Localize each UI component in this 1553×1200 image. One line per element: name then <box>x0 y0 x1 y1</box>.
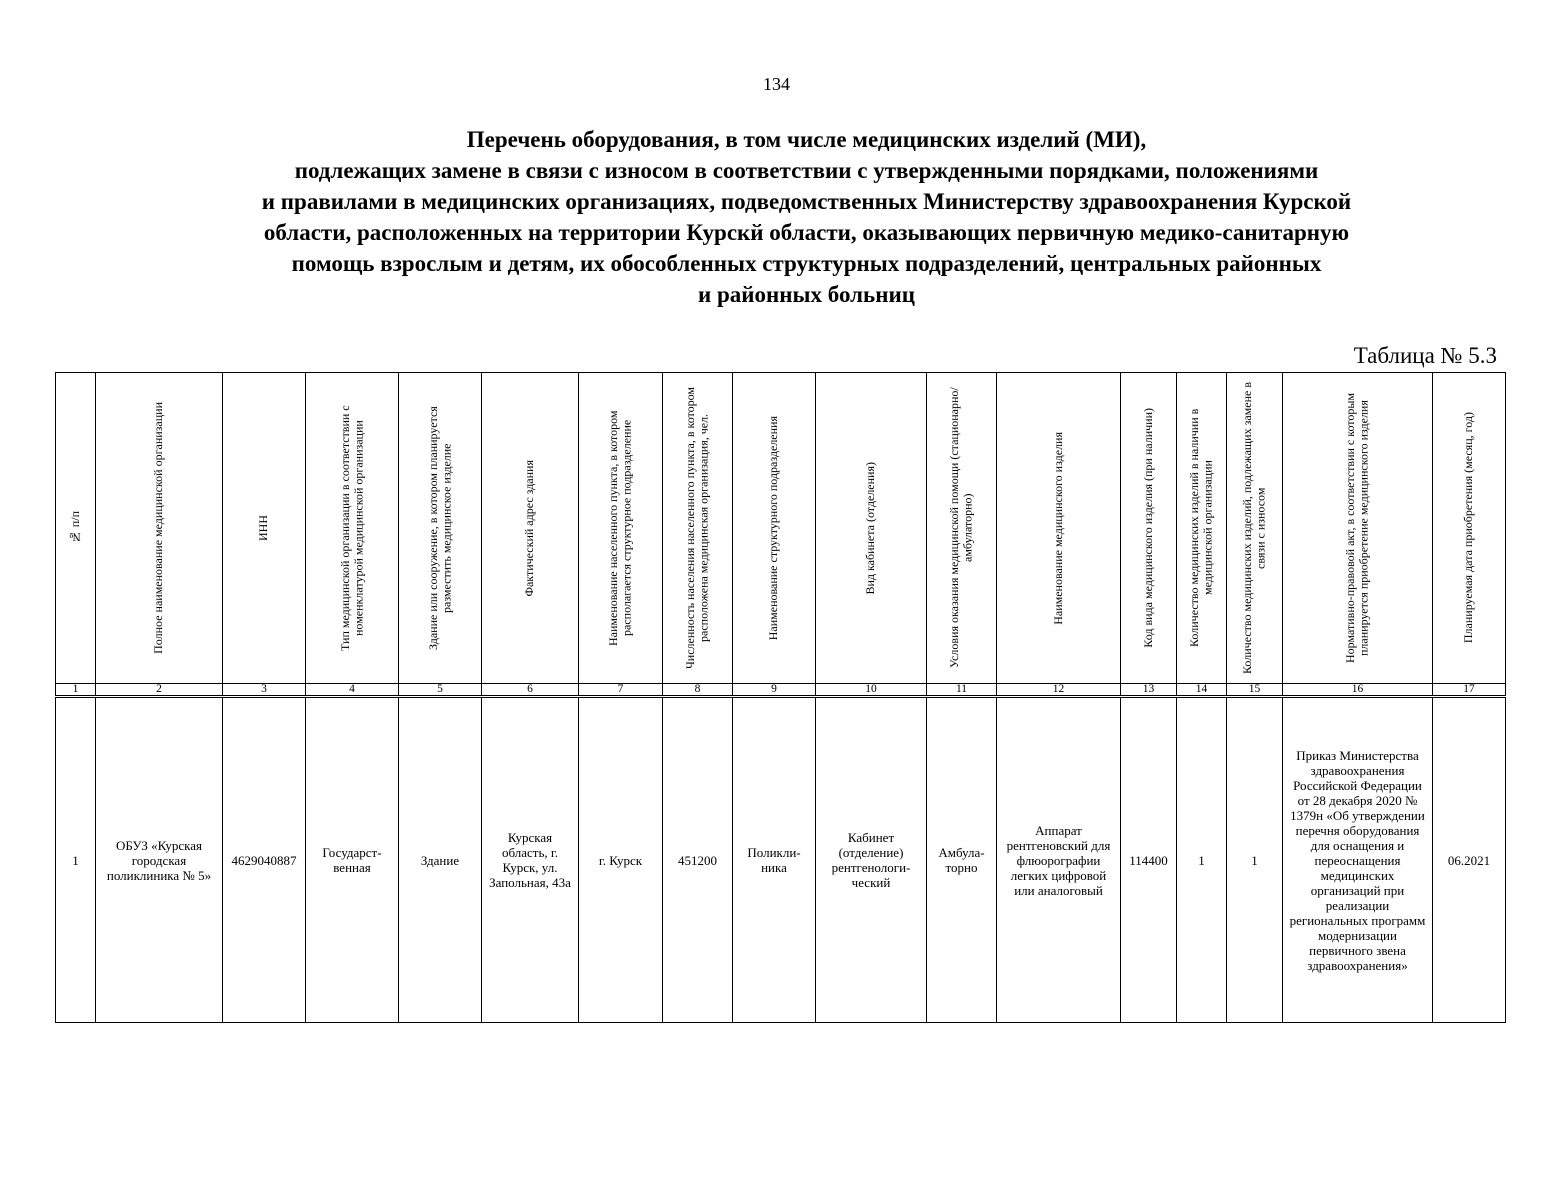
cell-qty-replace: 1 <box>1227 697 1283 1023</box>
cell-building: Здание <box>399 697 482 1023</box>
column-header: Наименование населенного пункта, в котором располагается структурное подразделение <box>579 373 663 684</box>
column-header: Вид кабинета (отделения) <box>816 373 927 684</box>
column-header: № п/п <box>56 373 96 684</box>
document-title <box>100 124 1513 310</box>
cell-inn: 4629040887 <box>223 697 306 1023</box>
column-number: 4 <box>306 684 399 697</box>
column-number: 16 <box>1283 684 1433 697</box>
column-number: 15 <box>1227 684 1283 697</box>
cell-population: 451200 <box>663 697 733 1023</box>
column-header: ИНН <box>223 373 306 684</box>
cell-code: 114400 <box>1121 697 1177 1023</box>
cell-legal-act: Приказ Министерства здравоохранения Российской Федерации от 28 декабря 2020 № 1379н «Об утверждении перечня оборудования для оснащения и переоснащения медицинских организаций при реализации региональных программ модернизации первичного звена здравоохранения» <box>1283 697 1433 1023</box>
cell-cabinet: Кабинет (отделение) рентгенологи- ческий <box>816 697 927 1023</box>
column-number: 10 <box>816 684 927 697</box>
column-number: 7 <box>579 684 663 697</box>
column-header: Количество медицинских изделий, подлежащих замене в связи с износом <box>1227 373 1283 684</box>
cell-address: Курская область, г. Курск, ул. Запольная, 43а <box>482 697 579 1023</box>
cell-subdivision: Поликли- ника <box>733 697 816 1023</box>
title-line: подлежащих замене в связи с износом в соответствии с утвержденными порядками, положениями <box>294 158 1319 183</box>
table-row <box>56 697 1506 1023</box>
cell-device-name: Аппарат рентгеновский для флюорографии легких цифровой или аналоговый <box>997 697 1121 1023</box>
page-number: 134 <box>763 74 790 94</box>
column-header: Наименование структурного подразделения <box>733 373 816 684</box>
column-number: 8 <box>663 684 733 697</box>
column-header: Нормативно-правовой акт, в соответствии с которым планируется приобретение медицинского изделия <box>1283 373 1433 684</box>
column-number: 1 <box>56 684 96 697</box>
column-header: Здание или сооружение, в котором планируется разместить медицинское изделие <box>399 373 482 684</box>
column-header: Условия оказания медицинской помощи (стационарно/амбулаторно) <box>927 373 997 684</box>
column-number: 6 <box>482 684 579 697</box>
cell-org-type: Государст- венная <box>306 697 399 1023</box>
title-line: и районных больниц <box>698 282 915 307</box>
column-number: 9 <box>733 684 816 697</box>
column-header: Наименование медицинского изделия <box>997 373 1121 684</box>
column-number: 17 <box>1433 684 1506 697</box>
title-line: и правилами в медицинских организациях, подведомственных Министерству здравоохранения Курской <box>261 189 1352 214</box>
cell-date: 06.2021 <box>1433 697 1506 1023</box>
column-number: 14 <box>1177 684 1227 697</box>
cell-conditions: Амбула- торно <box>927 697 997 1023</box>
equipment-table <box>55 372 1506 1023</box>
column-number: 2 <box>96 684 223 697</box>
column-header: Численность населения населенного пункта, в котором расположена медицинская организация, чел. <box>663 373 733 684</box>
cell-settlement: г. Курск <box>579 697 663 1023</box>
column-number: 12 <box>997 684 1121 697</box>
column-number: 13 <box>1121 684 1177 697</box>
column-header: Планируемая дата приобретения (месяц, год) <box>1433 373 1506 684</box>
column-header: Количество медицинских изделий в наличии в медицинской организации <box>1177 373 1227 684</box>
column-header: Код вида медицинского изделия (при наличии) <box>1121 373 1177 684</box>
cell-qty-available: 1 <box>1177 697 1227 1023</box>
title-line: помощь взрослым и детям, их обособленных структурных подразделений, центральных районных <box>291 251 1322 276</box>
column-header: Тип медицинской организации в соответствии с номенклатурой медицинской организации <box>306 373 399 684</box>
table-label: Таблица № 5.3 <box>1353 343 1497 368</box>
column-number: 3 <box>223 684 306 697</box>
column-header: Фактический адрес здания <box>482 373 579 684</box>
title-line: Перечень оборудования, в том числе медицинских изделий (МИ), <box>466 127 1147 152</box>
cell-org-name: ОБУЗ «Курская городская поликлиника № 5» <box>96 697 223 1023</box>
column-number-row <box>56 684 1506 697</box>
cell-number: 1 <box>56 697 96 1023</box>
column-number: 5 <box>399 684 482 697</box>
column-number: 11 <box>927 684 997 697</box>
header-row <box>56 373 1506 684</box>
title-line: области, расположенных на территории Курскй области, оказывающих первичную медико-санитарную <box>263 220 1350 245</box>
column-header: Полное наименование медицинской организации <box>96 373 223 684</box>
